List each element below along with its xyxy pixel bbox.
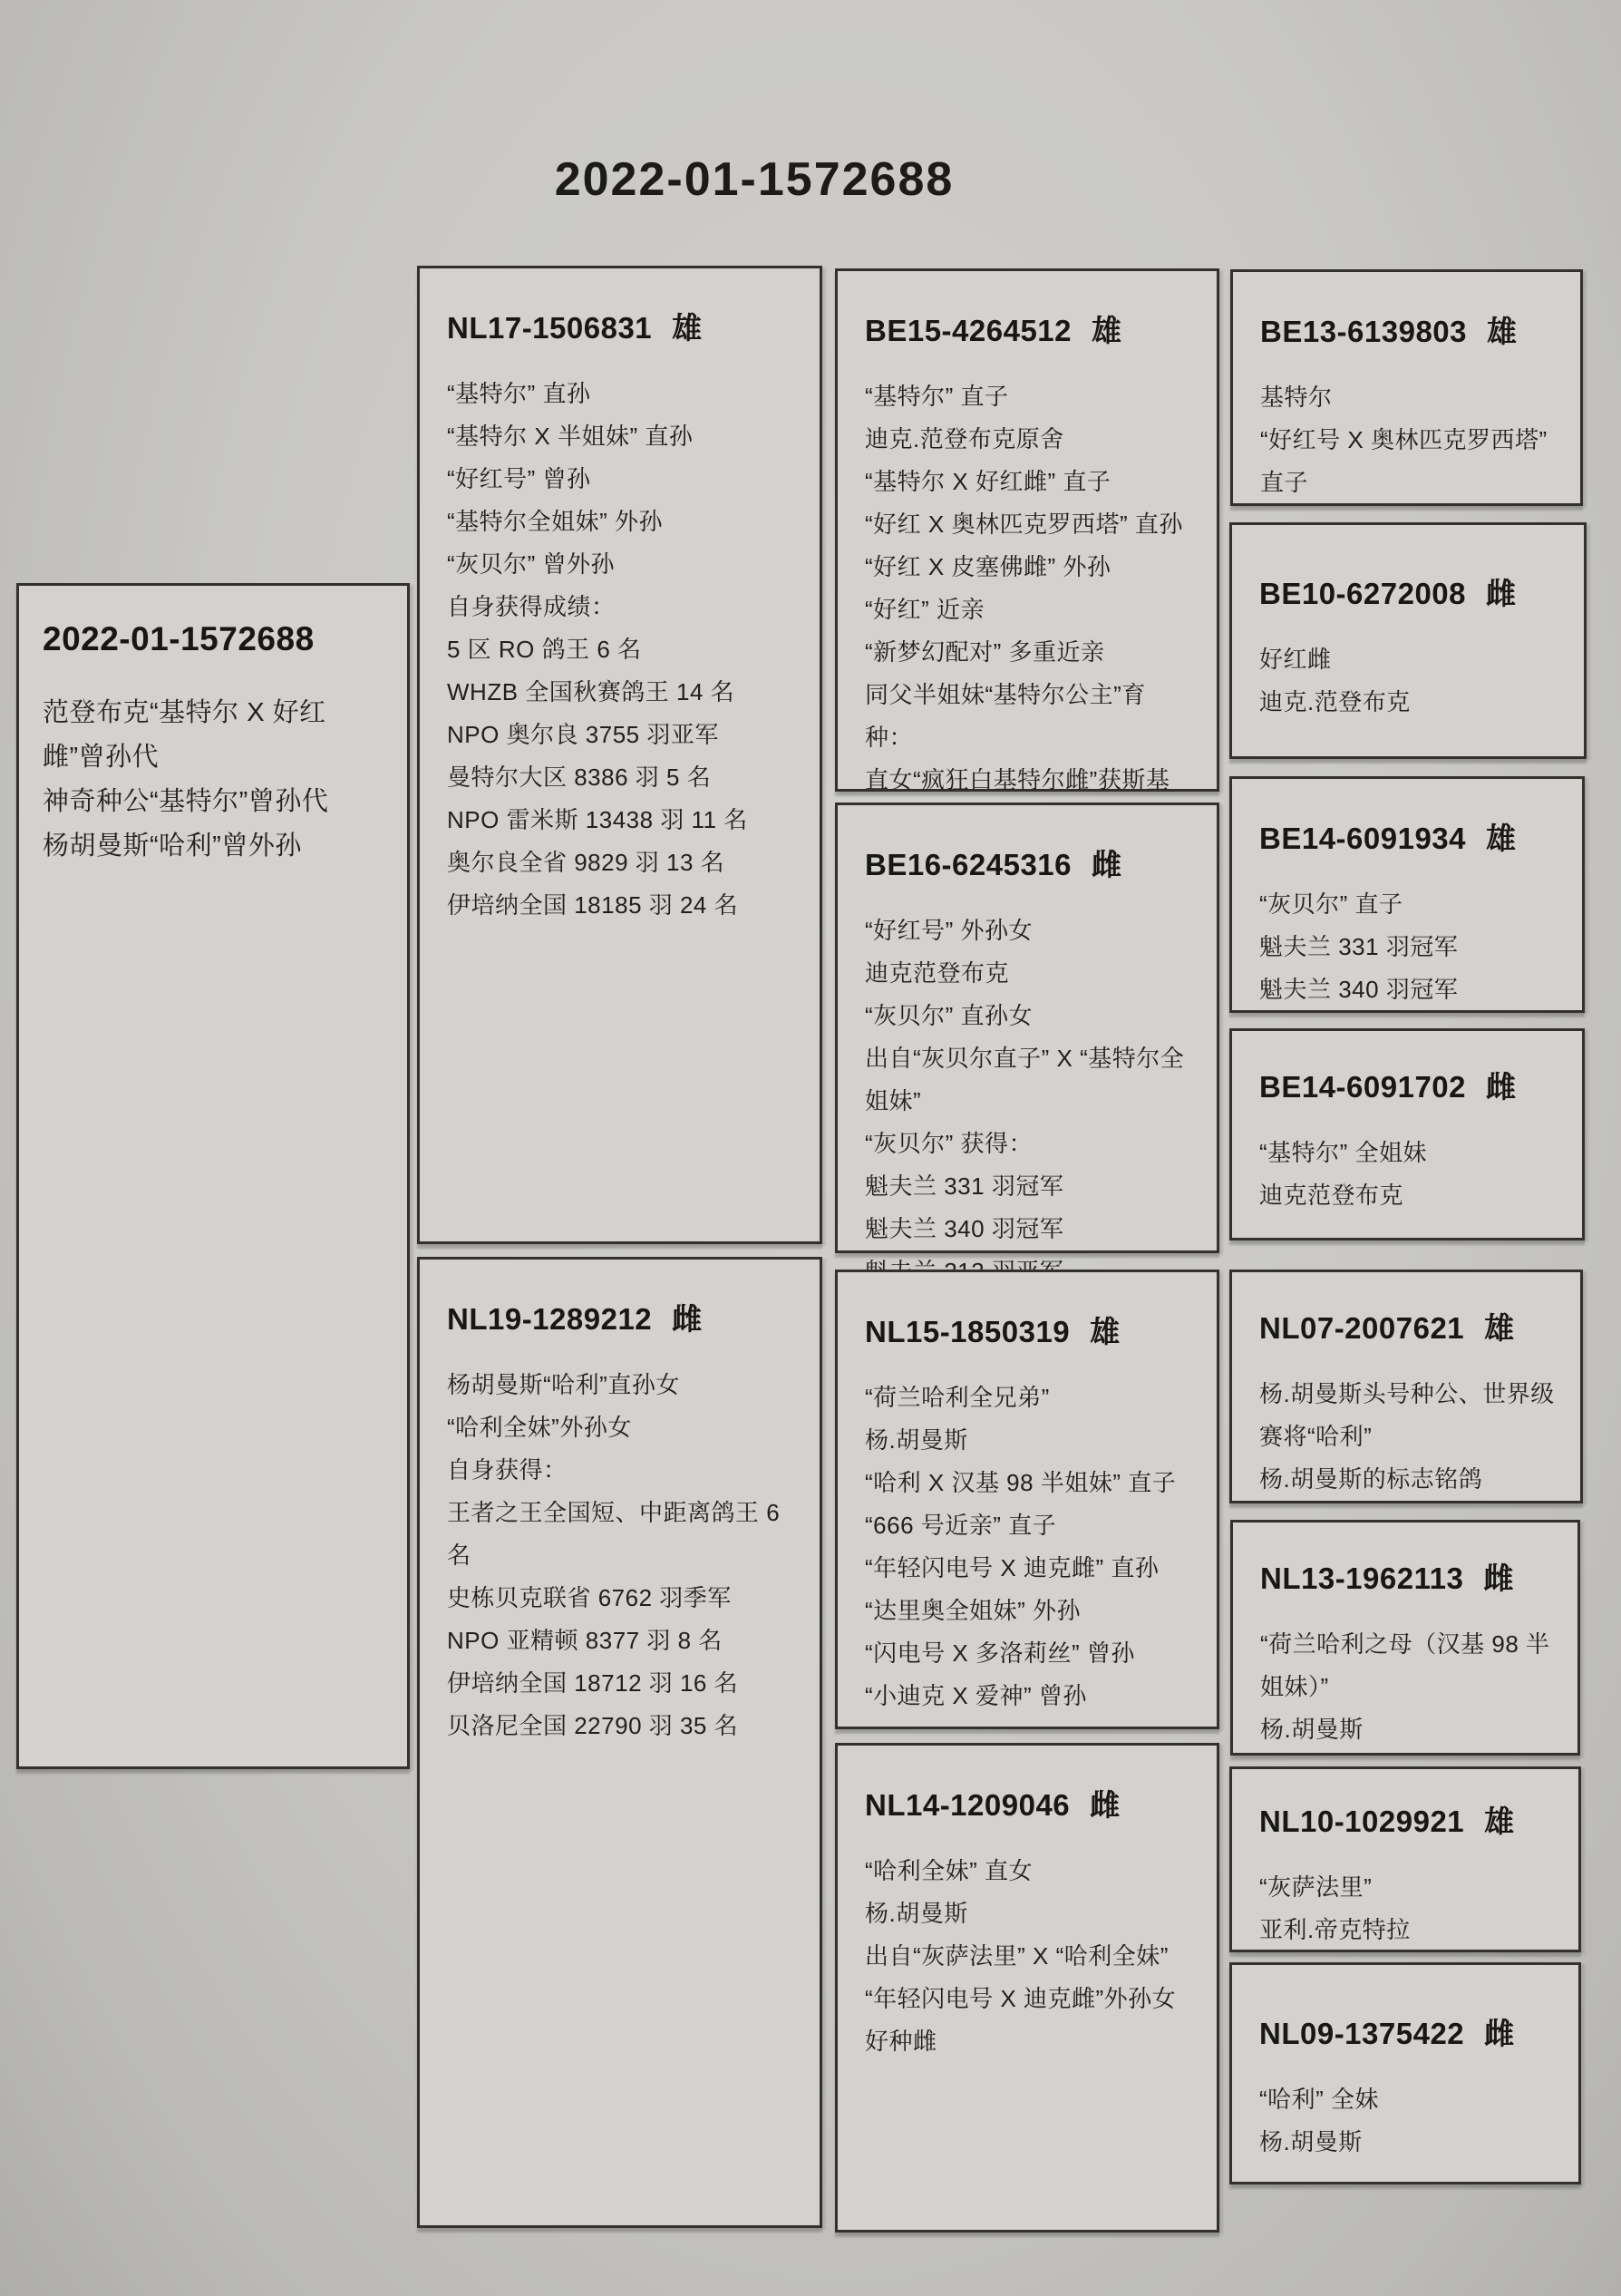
pedigree-line: NPO 亚精顿 8377 羽 8 名 bbox=[447, 1627, 723, 1654]
box-header bbox=[1260, 308, 1555, 351]
pedigree-line: “基特尔” 直孙 bbox=[447, 380, 591, 407]
pedigree-line: “好红号” 外孙女 bbox=[865, 917, 1034, 944]
page-title: 2022-01-1572688 bbox=[554, 153, 955, 206]
pedigree-line: 杨.胡曼斯 bbox=[1260, 1716, 1364, 1743]
sex-label: 雌 bbox=[672, 1302, 703, 1336]
pedigree-line: “荷兰哈利全兄弟” bbox=[865, 1384, 1050, 1411]
pedigree-line: “666 号近亲” 直子 bbox=[865, 1512, 1057, 1539]
pedigree-line: “好红” 近亲 bbox=[865, 596, 985, 623]
sex-label: 雌 bbox=[1090, 1788, 1121, 1822]
pedigree-box-nl15 bbox=[835, 1270, 1219, 1729]
pedigree-line: “基特尔” 全姐妹 bbox=[1259, 1139, 1428, 1166]
ring-number: BE15-4264512 bbox=[865, 314, 1073, 347]
sex-label: 雄 bbox=[1486, 822, 1517, 855]
pedigree-line: 范登布克“基特尔 X 好红雌”曾孙代 bbox=[43, 698, 326, 772]
ring-number: NL07-2007621 bbox=[1259, 1311, 1465, 1345]
pedigree-line: “灰贝尔” 直孙女 bbox=[865, 1002, 1034, 1029]
pedigree-box-be14a bbox=[1229, 776, 1585, 1013]
pedigree-line: 史栋贝克联省 6762 羽季军 bbox=[447, 1584, 732, 1611]
sex-label: 雌 bbox=[1484, 2017, 1515, 2050]
box-header bbox=[1259, 1064, 1557, 1106]
ring-number: NL19-1289212 bbox=[447, 1302, 653, 1336]
sex-label: 雌 bbox=[1483, 1561, 1514, 1595]
pedigree-box-nl10 bbox=[1229, 1766, 1581, 1952]
pedigree-line: 王者之王全国短、中距离鸽王 6 名 bbox=[447, 1499, 781, 1569]
pedigree-line: 奥尔良全省 9829 羽 13 名 bbox=[447, 849, 725, 876]
pedigree-line: “基特尔” 直子 bbox=[865, 383, 1009, 410]
pedigree-line: “好红 X 皮塞佛雌” 外孙 bbox=[865, 553, 1111, 580]
pedigree-box-nl13 bbox=[1230, 1520, 1580, 1756]
sex-label: 雄 bbox=[1484, 1311, 1515, 1345]
ring-number: NL15-1850319 bbox=[865, 1315, 1071, 1348]
pedigree-line: 同父半姐妹“基特尔公主”育种： bbox=[865, 681, 1146, 751]
pedigree-box-subject bbox=[16, 583, 410, 1769]
box-header bbox=[1259, 815, 1557, 858]
pedigree-line: 杨胡曼斯“哈利”直孙女 bbox=[447, 1371, 680, 1398]
pedigree-line: NPO 雷米斯 13438 羽 11 名 bbox=[447, 806, 748, 833]
box-header bbox=[1259, 2010, 1553, 2053]
pedigree-box-nl17 bbox=[417, 266, 822, 1244]
pedigree-line: 杨.胡曼斯头号种公、世界级赛将“哈利” bbox=[1259, 1380, 1555, 1450]
pedigree-line: 直女“疯狂白基特尔雌”获斯基 bbox=[865, 766, 1170, 793]
pedigree-line: “好红号” 曾孙 bbox=[447, 465, 591, 492]
ring-number: NL10-1029921 bbox=[1259, 1805, 1465, 1838]
pedigree-line: 好种雌 bbox=[865, 2028, 937, 2055]
box-header bbox=[447, 1296, 794, 1338]
pedigree-line: 贝洛尼全国 22790 羽 35 名 bbox=[447, 1712, 739, 1739]
pedigree-line: 基特尔 bbox=[1260, 384, 1333, 411]
sex-label: 雄 bbox=[1090, 1315, 1121, 1348]
sex-label: 雌 bbox=[1486, 577, 1517, 610]
pedigree-box-be10 bbox=[1229, 522, 1587, 759]
pedigree-line: 迪克.范登布克 bbox=[1259, 688, 1411, 715]
pedigree-line: 伊培纳全国 18185 羽 24 名 bbox=[447, 891, 739, 919]
pedigree-line: “哈利 X 汉基 98 半姐妹” 直子 bbox=[865, 1469, 1177, 1496]
pedigree-box-be15 bbox=[835, 268, 1219, 792]
pedigree-line: “哈利全妹”外孙女 bbox=[447, 1414, 632, 1441]
box-header bbox=[43, 620, 385, 658]
pedigree-box-nl19 bbox=[417, 1257, 822, 2228]
pedigree-line: “哈利” 全妹 bbox=[1259, 2086, 1380, 2113]
pedigree-line: “年轻闪电号 X 迪克雌”外孙女 bbox=[865, 1985, 1177, 2012]
pedigree-line: 魁夫兰 340 羽冠军 bbox=[1259, 976, 1459, 1003]
ring-number: BE16-6245316 bbox=[865, 848, 1073, 881]
box-header bbox=[1259, 1798, 1553, 1841]
ring-number: BE10-6272008 bbox=[1259, 577, 1467, 610]
box-header bbox=[865, 842, 1191, 884]
box-header bbox=[1259, 1305, 1555, 1347]
pedigree-line: “灰贝尔” 曾外孙 bbox=[447, 550, 616, 578]
ring-number: NL09-1375422 bbox=[1259, 2017, 1465, 2050]
pedigree-line: 迪克范登布克 bbox=[1259, 1182, 1404, 1209]
ring-number: NL17-1506831 bbox=[447, 311, 653, 345]
pedigree-line: WHZB 全国秋赛鸽王 14 名 bbox=[447, 678, 735, 705]
ring-number: BE14-6091934 bbox=[1259, 822, 1467, 855]
sex-label: 雄 bbox=[1487, 315, 1518, 348]
pedigree-line: 魁夫兰 331 羽冠军 bbox=[865, 1172, 1064, 1200]
pedigree-line: “灰贝尔” 获得： bbox=[865, 1130, 1034, 1157]
pedigree-line: “小迪克 X 爱神” 曾孙 bbox=[865, 1682, 1087, 1709]
pedigree-line: “年轻闪电号 X 迪克雌” 直孙 bbox=[865, 1554, 1160, 1581]
pedigree-line: 好红雌 bbox=[1259, 646, 1332, 673]
sex-label: 雌 bbox=[1486, 1070, 1517, 1104]
sex-label: 雌 bbox=[1092, 848, 1122, 881]
ring-number: 2022-01-1572688 bbox=[43, 620, 315, 657]
pedigree-line: “达里奥全姐妹” 外孙 bbox=[865, 1597, 1082, 1624]
box-header bbox=[865, 1309, 1191, 1351]
sex-label: 雄 bbox=[672, 311, 703, 345]
pedigree-line: 神奇种公“基特尔”曾孙代 bbox=[43, 787, 329, 816]
sex-label: 雄 bbox=[1092, 314, 1122, 347]
box-header bbox=[865, 307, 1191, 350]
ring-number: NL13-1962113 bbox=[1260, 1561, 1464, 1595]
box-header bbox=[1260, 1555, 1552, 1598]
pedigree-line: 迪克范登布克 bbox=[865, 959, 1010, 987]
pedigree-line: 出自“灰萨法里” X “哈利全妹” bbox=[865, 1942, 1169, 1970]
pedigree-line: “基特尔全姐妹” 外孙 bbox=[447, 508, 664, 535]
pedigree-box-be14b bbox=[1229, 1028, 1585, 1240]
ring-number: BE14-6091702 bbox=[1259, 1070, 1467, 1104]
box-header bbox=[1259, 570, 1558, 613]
pedigree-line: 魁夫兰 331 羽冠军 bbox=[1259, 933, 1459, 960]
pedigree-line: 杨.胡曼斯 bbox=[865, 1426, 968, 1454]
pedigree-line: “灰萨法里” bbox=[1259, 1873, 1373, 1901]
pedigree-line: “哈利全妹” 直女 bbox=[865, 1857, 1034, 1884]
pedigree-line: “基特尔 X 半姐妹” 直孙 bbox=[447, 423, 694, 450]
pedigree-box-be16 bbox=[835, 803, 1219, 1253]
pedigree-line: “灰贝尔” 直子 bbox=[1259, 890, 1403, 918]
pedigree-line: 迪克.范登布克原舍 bbox=[865, 425, 1064, 452]
pedigree-line: “好红号 X 奥林匹克罗西塔” bbox=[1260, 426, 1548, 453]
pedigree-line: 杨.胡曼斯 bbox=[1259, 2128, 1363, 2155]
pedigree-line: 亚利.帝克特拉 bbox=[1259, 1916, 1411, 1943]
pedigree-line: “基特尔 X 好红雌” 直子 bbox=[865, 468, 1111, 495]
pedigree-line: 自身获得成绩： bbox=[447, 593, 616, 620]
pedigree-line: “闪电号 X 多洛莉丝” 曾孙 bbox=[865, 1639, 1135, 1667]
pedigree-line: NPO 奥尔良 3755 羽亚军 bbox=[447, 721, 719, 748]
pedigree-box-nl07 bbox=[1229, 1270, 1583, 1503]
pedigree-box-be13 bbox=[1230, 269, 1583, 506]
pedigree-line: “新梦幻配对” 多重近亲 bbox=[865, 638, 1105, 666]
pedigree-line: 伊培纳全国 18712 羽 16 名 bbox=[447, 1669, 739, 1697]
box-header bbox=[865, 1782, 1191, 1824]
pedigree-line: 直子 bbox=[1260, 469, 1309, 496]
pedigree-line: 自身获得： bbox=[447, 1456, 568, 1484]
pedigree-line: 杨.胡曼斯的标志铭鸽 bbox=[1259, 1465, 1483, 1493]
pedigree-line: “好红 X 奥林匹克罗西塔” 直孙 bbox=[865, 511, 1183, 538]
ring-number: NL14-1209046 bbox=[865, 1788, 1071, 1822]
pedigree-box-nl09 bbox=[1229, 1962, 1581, 2184]
pedigree-box-nl14 bbox=[835, 1743, 1219, 2233]
pedigree-line: 魁夫兰 340 羽冠军 bbox=[865, 1215, 1064, 1242]
box-header bbox=[447, 305, 794, 347]
pedigree-line: “荷兰哈利之母（汉基 98 半姐妹）” bbox=[1260, 1630, 1550, 1700]
ring-number: BE13-6139803 bbox=[1260, 315, 1468, 348]
sex-label: 雄 bbox=[1484, 1805, 1515, 1838]
pedigree-line: 出自“灰贝尔直子” X “基特尔全姐妹” bbox=[865, 1045, 1185, 1114]
pedigree-line: 曼特尔大区 8386 羽 5 名 bbox=[447, 764, 712, 791]
pedigree-line: 5 区 RO 鸽王 6 名 bbox=[447, 636, 642, 663]
pedigree-line: 杨胡曼斯“哈利”曾外孙 bbox=[43, 832, 302, 861]
pedigree-line: 杨.胡曼斯 bbox=[865, 1900, 968, 1927]
